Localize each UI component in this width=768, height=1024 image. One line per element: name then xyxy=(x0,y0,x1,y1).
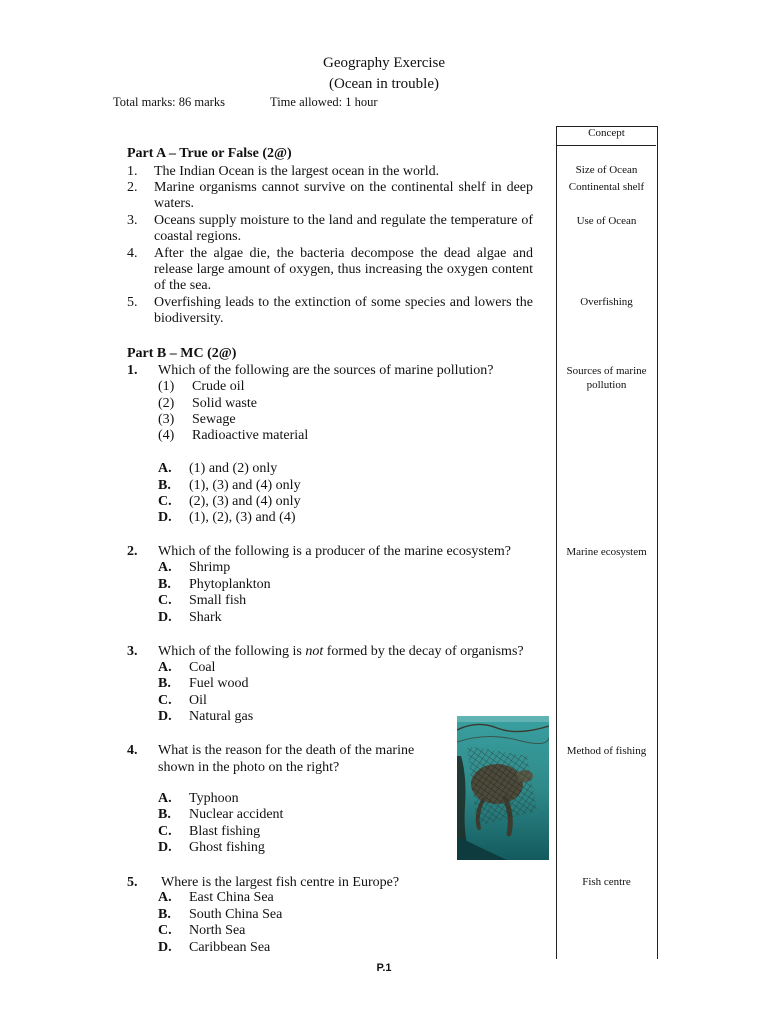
concept-sources-marine-pollution-2: pollution xyxy=(586,379,627,391)
q3-text-emphasis: not xyxy=(305,644,324,659)
q5-option-c-letter: C. xyxy=(158,923,172,938)
q3-option-a-letter: A. xyxy=(158,660,172,675)
page-number: P.1 xyxy=(376,962,392,974)
q2-option-a[interactable]: Shrimp xyxy=(189,560,231,575)
part-a-num-4: 4. xyxy=(127,246,138,261)
q3-option-d[interactable]: Natural gas xyxy=(189,709,254,724)
q5-option-c[interactable]: North Sea xyxy=(189,923,246,938)
part-a-item-2-line-1: Marine organisms cannot survive on the continental shelf in deep xyxy=(154,180,533,195)
q3-option-b-letter: B. xyxy=(158,676,171,691)
concept-method-of-fishing: Method of fishing xyxy=(566,745,647,757)
q1-option-b-letter: B. xyxy=(158,478,171,493)
concept-fish-centre: Fish centre xyxy=(582,876,631,888)
q1-option-d-letter: D. xyxy=(158,510,172,525)
q4-option-d[interactable]: Ghost fishing xyxy=(189,840,265,855)
q2-option-a-letter: A. xyxy=(158,560,172,575)
q1-text: Which of the following are the sources of marine pollution? xyxy=(158,363,494,378)
q1-option-c-letter: C. xyxy=(158,494,172,509)
concept-use-of-ocean: Use of Ocean xyxy=(576,215,637,227)
part-a-num-1: 1. xyxy=(127,164,138,179)
part-a-item-4-line-2: release large amount of oxygen, thus increasing the oxygen content xyxy=(154,262,533,277)
q4-option-a[interactable]: Typhoon xyxy=(189,791,239,806)
q3-text xyxy=(158,644,537,660)
q4-option-b-letter: B. xyxy=(158,807,171,822)
q2-option-c[interactable]: Small fish xyxy=(189,593,247,608)
concept-heading: Concept xyxy=(557,126,656,146)
q4-text-line-1: What is the reason for the death of the marine xyxy=(158,743,415,758)
page-title: Geography Exercise xyxy=(322,55,446,71)
total-marks: Total marks: 86 marks xyxy=(113,95,225,109)
q2-option-d-letter: D. xyxy=(158,610,172,625)
q5-option-a[interactable]: East China Sea xyxy=(189,890,274,905)
part-a-num-3: 3. xyxy=(127,213,138,228)
q3-option-b[interactable]: Fuel wood xyxy=(189,676,249,691)
concept-continental-shelf: Continental shelf xyxy=(568,181,645,193)
q5-option-a-letter: A. xyxy=(158,890,172,905)
part-a-heading: Part A – True or False (2@) xyxy=(127,146,292,161)
part-a-num-5: 5. xyxy=(127,295,138,310)
q3-number: 3. xyxy=(127,644,138,659)
part-a-item-3-line-2: coastal regions. xyxy=(154,229,242,244)
time-allowed: Time allowed: 1 hour xyxy=(270,95,378,109)
q1-source-4: Radioactive material xyxy=(192,428,309,443)
q4-option-c[interactable]: Blast fishing xyxy=(189,824,261,839)
concept-size-of-ocean: Size of Ocean xyxy=(575,164,638,176)
q4-option-b[interactable]: Nuclear accident xyxy=(189,807,284,822)
part-b-heading: Part B – MC (2@) xyxy=(127,346,237,361)
part-a-item-4-line-1: After the algae die, the bacteria decompose the dead algae and xyxy=(154,246,533,261)
q3-text-after: formed by the decay of organisms? xyxy=(323,644,524,659)
q5-option-b[interactable]: South China Sea xyxy=(189,907,283,922)
turtle-in-net-photo xyxy=(457,716,549,860)
q1-number: 1. xyxy=(127,363,138,378)
turtle-net-illustration xyxy=(457,716,549,860)
q2-option-c-letter: C. xyxy=(158,593,172,608)
q2-number: 2. xyxy=(127,544,138,559)
q1-option-c[interactable]: (2), (3) and (4) only xyxy=(189,494,301,509)
q3-option-c-letter: C. xyxy=(158,693,172,708)
q3-option-d-letter: D. xyxy=(158,709,172,724)
q2-text: Which of the following is a producer of the marine ecosystem? xyxy=(158,544,511,559)
q1-source-num-3: (3) xyxy=(158,412,175,427)
q1-option-d[interactable]: (1), (2), (3) and (4) xyxy=(189,510,296,525)
q1-source-num-1: (1) xyxy=(158,379,175,394)
q4-number: 4. xyxy=(127,743,138,758)
q3-text-before: Which of the following is xyxy=(158,644,306,659)
q1-source-3: Sewage xyxy=(192,412,236,427)
concept-overfishing: Overfishing xyxy=(580,296,633,308)
part-a-item-5-line-1: Overfishing leads to the extinction of some species and lowers the xyxy=(154,295,533,310)
q4-text-line-2: shown in the photo on the right? xyxy=(158,760,340,775)
q1-source-2: Solid waste xyxy=(192,396,257,411)
part-a-item-4-line-3: of the sea. xyxy=(154,278,212,293)
q1-option-b[interactable]: (1), (3) and (4) only xyxy=(189,478,301,493)
part-a-item-3-line-1: Oceans supply moisture to the land and regulate the temperature of xyxy=(154,213,533,228)
q5-number: 5. xyxy=(127,875,138,890)
q2-option-b[interactable]: Phytoplankton xyxy=(189,577,271,592)
q3-option-a[interactable]: Coal xyxy=(189,660,216,675)
q5-text: Where is the largest fish centre in Europe? xyxy=(161,875,400,890)
concept-sources-marine-pollution: Sources of marine xyxy=(566,365,647,377)
q3-option-c[interactable]: Oil xyxy=(189,693,207,708)
q4-option-a-letter: A. xyxy=(158,791,172,806)
part-a-item-1: The Indian Ocean is the largest ocean in the world. xyxy=(154,164,440,179)
page-subtitle: (Ocean in trouble) xyxy=(329,76,439,92)
part-a-item-5-line-2: biodiversity. xyxy=(154,311,224,326)
q2-option-b-letter: B. xyxy=(158,577,171,592)
concept-column xyxy=(556,126,658,959)
part-a-num-2: 2. xyxy=(127,180,138,195)
q1-source-1: Crude oil xyxy=(192,379,245,394)
q1-option-a-letter: A. xyxy=(158,461,172,476)
q1-source-num-4: (4) xyxy=(158,428,175,443)
q1-source-num-2: (2) xyxy=(158,396,175,411)
q5-option-b-letter: B. xyxy=(158,907,171,922)
q5-option-d-letter: D. xyxy=(158,940,172,955)
part-a-item-2-line-2: waters. xyxy=(154,196,195,211)
q4-option-c-letter: C. xyxy=(158,824,172,839)
q4-option-d-letter: D. xyxy=(158,840,172,855)
q2-option-d[interactable]: Shark xyxy=(189,610,222,625)
q5-option-d[interactable]: Caribbean Sea xyxy=(189,940,271,955)
concept-marine-ecosystem: Marine ecosystem xyxy=(566,546,647,558)
q1-option-a[interactable]: (1) and (2) only xyxy=(189,461,278,476)
